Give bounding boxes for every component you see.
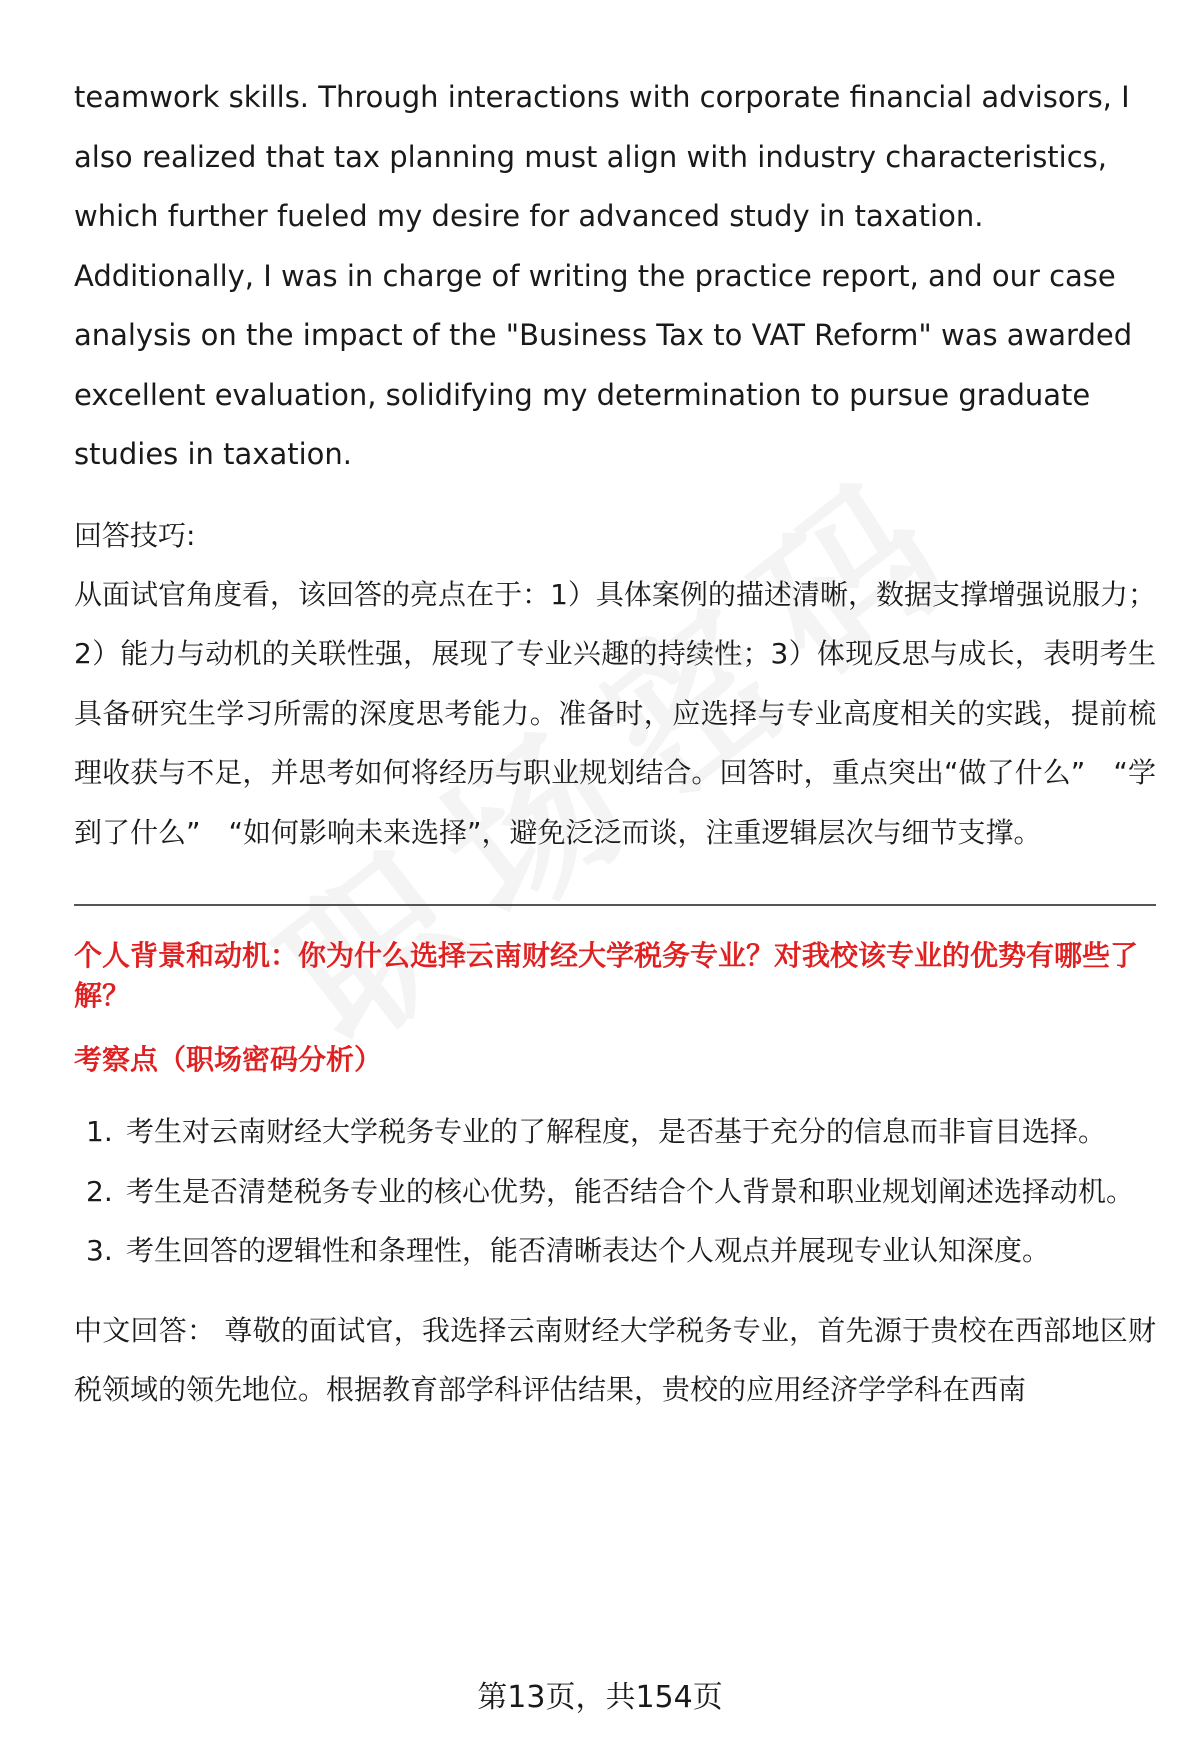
- tips-heading: 回答技巧:: [74, 518, 196, 552]
- tips-body: 从面试官角度看，该回答的亮点在于：1）具体案例的描述清晰，数据支撑增强说服力；2）能力与动机的关联性强，展现了专业兴趣的持续性；3）体现反思与成长，表明考生具备研究生学习所需的深度思考能力。准备时，应选择与专业高度相关的实践，提前梳理收获与不足，并思考如何将经历与职业规划结合。回答时，重点突出“做了什么” “学到了什么” “如何影响未来选择”，避免泛泛而谈，注重逻辑层次与细节支撑。: [74, 577, 1156, 849]
- page-content: [74, 68, 1156, 1420]
- assessment-title: 考察点（职场密码分析）: [74, 1043, 383, 1076]
- list-item: [74, 1162, 1156, 1222]
- list-item-number: 2.: [86, 1174, 113, 1208]
- list-item-text: 考生是否清楚税务专业的核心优势，能否结合个人背景和职业规划阐述选择动机。: [126, 1174, 1135, 1208]
- section-divider: [74, 904, 1156, 906]
- list-item: [74, 1221, 1156, 1281]
- list-item-text: 考生回答的逻辑性和条理性，能否清晰表达个人观点并展现专业认知深度。: [126, 1234, 1051, 1267]
- list-item: [74, 1102, 1156, 1162]
- english-paragraph: teamwork skills. Through interactions with corporate financial advisors, I also realized that tax planning must align with industry characteristics, which further fueled my desire for advanced study in taxation. Additionally, I was in charge of writing the practice report, and our case analysis on the impact of the "Business Tax to VAT Reform" was awarded excellent evaluation, solidifying my determination to pursue graduate studies in taxation.: [74, 80, 1133, 471]
- list-item-number: 3.: [86, 1234, 113, 1267]
- chinese-answer: 中文回答： 尊敬的面试官，我选择云南财经大学税务专业，首先源于贵校在西部地区财税领域的领先地位。根据教育部学科评估结果，贵校的应用经济学学科在西南: [74, 1313, 1156, 1406]
- question-heading: 个人背景和动机：你为什么选择云南财经大学税务专业？对我校该专业的优势有哪些了解？: [74, 939, 1139, 1012]
- assessment-points: [74, 1102, 1156, 1281]
- list-item-text: 考生对云南财经大学税务专业的了解程度，是否基于充分的信息而非盲目选择。: [126, 1115, 1107, 1148]
- list-item-number: 1.: [86, 1115, 113, 1148]
- page-number: 第13页，共154页: [477, 1680, 723, 1715]
